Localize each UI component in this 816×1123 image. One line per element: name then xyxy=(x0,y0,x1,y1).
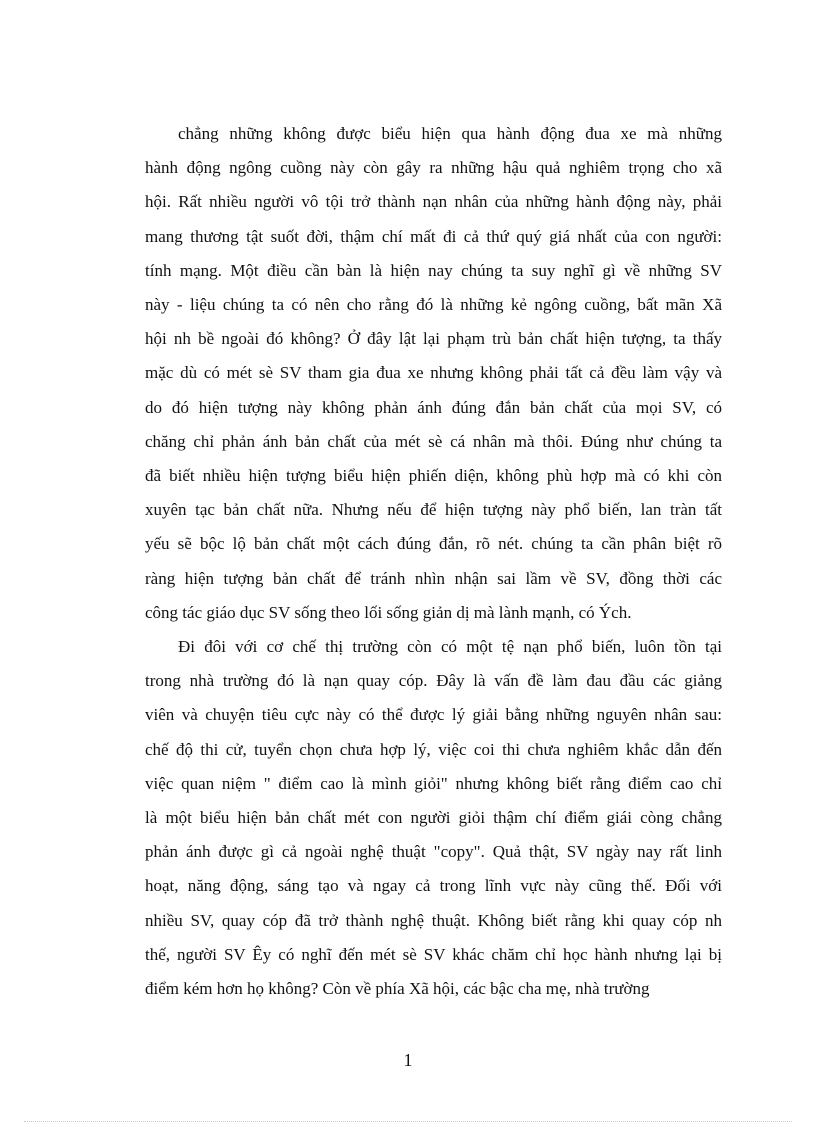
text-line: ràng hiện tượng bản chất để tránh nhìn nhận sai lầm về SV, đồng thời các xyxy=(145,568,722,588)
text-line: mang thương tật suốt đời, thậm chí mất đi cả thứ quý giá nhất của con người: xyxy=(145,226,722,246)
text-line: phản ánh được gì cả ngoài nghệ thuật "copy". Quả thật, SV ngày nay rất linh xyxy=(145,842,722,862)
text-line: yếu sẽ bộc lộ bản chất một cách đúng đắn, rõ nét. chúng ta cần phân biệt rõ xyxy=(145,534,722,554)
text-line: điểm kém hơn họ không? Còn về phía Xã hội, các bậc cha mẹ, nhà trường xyxy=(145,979,650,999)
text-line: hội nh bề ngoài đó không? Ở đây lật lại phạm trù bản chất hiện tượng, ta thấy xyxy=(145,329,722,349)
text-line: việc quan niệm " điểm cao là mình giỏi" nhưng không biết rằng điểm cao chỉ xyxy=(145,773,722,793)
paragraph-1 xyxy=(145,117,722,630)
text-line: Đi đôi với cơ chế thị trường còn có một tệ nạn phổ biến, luôn tồn tại xyxy=(178,637,722,656)
text-line: mặc dù có mét sè SV tham gia đua xe nhưng không phải tất cả đều làm vậy và xyxy=(145,363,722,383)
text-line: là một biểu hiện bản chất mét con người giỏi thậm chí điểm giái còng chẳng xyxy=(145,808,722,828)
text-line: chăng chỉ phản ánh bản chất của mét sè cá nhân mà thôi. Đúng như chúng ta xyxy=(145,431,722,451)
text-line: nhiều SV, quay cóp đã trở thành nghệ thuật. Không biết rằng khi quay cóp nh xyxy=(145,910,722,930)
text-line: viên và chuyện tiêu cực này có thể được lý giải bằng những nguyên nhân sau: xyxy=(145,705,722,725)
text-line: do đó hiện tượng này không phản ánh đúng đắn bản chất của mọi SV, có xyxy=(145,397,722,417)
text-line: tính mạng. Một điều cần bàn là hiện nay chúng ta suy nghĩ gì về những SV xyxy=(145,260,722,280)
text-line: hội. Rất nhiều người vô tội trở thành nạn nhân của những hành động này, phải xyxy=(145,192,722,212)
paragraph-2 xyxy=(145,630,722,1006)
text-line: này - liệu chúng ta có nên cho rằng đó là những kẻ ngông cuồng, bất mãn Xã xyxy=(145,295,722,315)
text-line: trong nhà trường đó là nạn quay cóp. Đây là vấn đề làm đau đầu các giảng xyxy=(145,671,722,691)
text-line: xuyên tạc bản chất nữa. Nhưng nếu để hiện tượng này phổ biến, lan tràn tất xyxy=(145,500,722,520)
text-line: chẳng những không được biểu hiện qua hành động đua xe mà những xyxy=(178,124,722,143)
page-number: 1 xyxy=(403,1050,413,1070)
text-line: thế, người SV Êy có nghĩ đến mét sè SV khác chăm chỉ học hành nhưng lại bị xyxy=(145,944,722,964)
text-line: hoạt, năng động, sáng tạo và ngay cả trong lĩnh vực này cũng thế. Đối với xyxy=(145,876,722,896)
text-line: công tác giáo dục SV sống theo lối sống giản dị mà lành mạnh, có Ých. xyxy=(145,602,632,622)
text-line: hành động ngông cuồng này còn gây ra những hậu quả nghiêm trọng cho xã xyxy=(145,158,722,178)
page-bottom-divider xyxy=(24,1121,792,1122)
text-line: đã biết nhiều hiện tượng biểu hiện phiến diện, không phù hợp mà có khi còn xyxy=(145,466,722,486)
text-line: chế độ thi cử, tuyển chọn chưa hợp lý, việc coi thi chưa nghiêm khắc dẫn đến xyxy=(145,739,722,759)
